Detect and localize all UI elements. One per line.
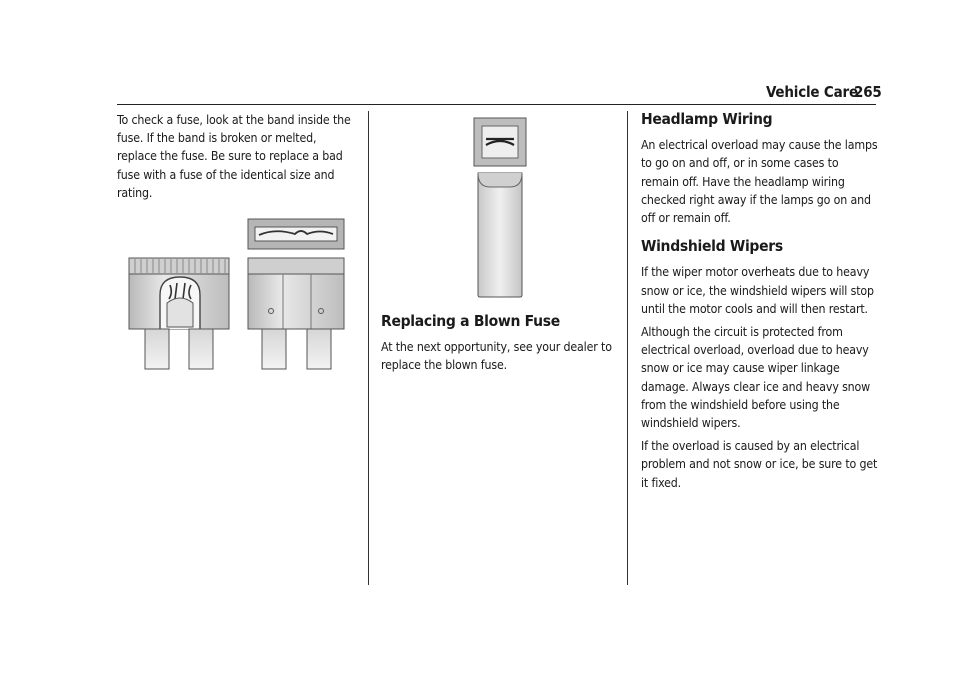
wipers-paragraph-3: If the overload is caused by an electrical problem and not snow or ice, be sure to get it fixed. [641, 439, 878, 490]
replacing-fuse-heading: Replacing a Blown Fuse [381, 312, 560, 330]
mini-fuse-side [478, 173, 522, 297]
column-divider-right [627, 111, 628, 585]
wipers-paragraph-1: If the wiper motor overheats due to heavy snow or ice, the windshield wipers will stop until the motor cools and will then restart. [641, 265, 874, 316]
mini-fuse-top [474, 118, 526, 166]
running-header-title: Vehicle Care [766, 83, 858, 101]
replacing-fuse-paragraph: At the next opportunity, see your dealer to replace the blown fuse. [381, 340, 612, 373]
fuse-body-right [248, 258, 344, 369]
headlamp-wiring-paragraph: An electrical overload may cause the lamps to go on and off, or in some cases to remain off. Have the headlamp wiring checked right away if the lamps go on and off or remain off. [641, 138, 878, 226]
mini-fuse-illustration [470, 115, 530, 300]
headlamp-wiring-heading: Headlamp Wiring [641, 110, 773, 128]
fuse-illustration [125, 215, 353, 375]
wipers-paragraph-2: Although the circuit is protected from electrical overload, overload due to heavy snow or ice may cause wiper linkage damage. Always clear ice and heavy snow from the windshield before using the windshield wipers. [641, 325, 871, 431]
header-rule [117, 104, 876, 105]
fuse-body-left [129, 258, 229, 369]
fuse-check-paragraph: To check a fuse, look at the band inside the fuse. If the band is broken or melted, replace the fuse. Be sure to replace a bad fuse with a fuse of the identical size and rating. [117, 113, 351, 200]
page-number: 265 [854, 83, 882, 101]
column-3 [641, 110, 879, 497]
fuse-top-view [248, 219, 344, 249]
windshield-wipers-heading: Windshield Wipers [641, 237, 783, 256]
column-divider-left [368, 111, 369, 585]
column-1 [117, 111, 359, 207]
column-2 [381, 312, 616, 380]
